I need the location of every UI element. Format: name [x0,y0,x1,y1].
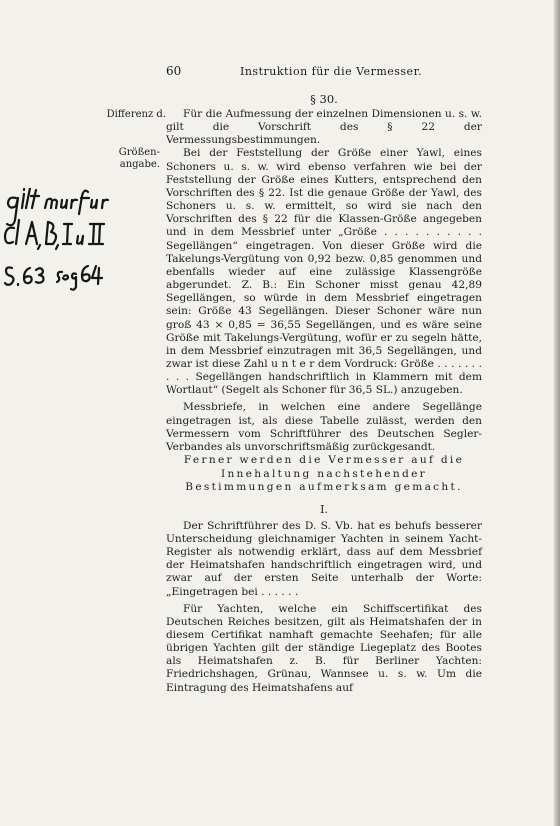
handwritten-annotation [2,188,132,298]
paragraph-3: Messbriefe, in welchen eine andere Segellänge eingetragen ist, als diese Tabelle zulässt, werden den Vermessern vom Schriftführer des Deutschen Segler-Verbandes als unvorschriftsmäßig zurückgesandt. [166,401,482,453]
paragraph-1: Für die Aufmessung der einzelnen Dimensionen u. s. w. gilt die Vorschrift des § 22 der Vermessungsbestimmungen. [166,108,482,147]
page-edge [554,0,560,826]
paragraph-5: Für Yachten, welche ein Schiffscertifikat des Deutschen Reiches besitzen, gilt als Heimatshafen der in diesem Certifikat namhaft gemachte Seehafen; für alle übrigen Yachten gilt der ständige Liegeplatz des Bootes als Heimatshafen z. B. für Berliner Yachten: Friedrichshagen, Grünau, Wannsee u. s. w. Um die Eintragung des Heimatshafens auf [166,602,482,694]
page-number: 60 [166,64,182,78]
margin-note-differenz: Differenz d. [106,109,166,120]
paragraph-2: Bei der Feststellung der Größe einer Yawl, eines Schoners u. s. w. wird ebenso verfahren wie bei der Feststellung der Größe eines Kutters, entsprechend den Vorschriften des § 22. Ist die genaue Größe der Yawl, des Schoners u. s. w. ermittelt, so wird sie nach den Vorschriften des § 22 für die Klassen-Größe angegeben und in dem Messbrief unter „Größe . . . . . . . . . . Segellängen“ eingetragen. Von dieser Größe wird die Takelungs-Vergütung von 0,92 bezw. 0,85 genommen und ebenfalls wieder auf eine zulässige Klassengröße abgerundet. Z. B.: Ein Schoner misst genau 42,89 Segellängen, so würde in dem Messbrief eingetragen sein: Größe 43 Segellängen. Dieser Schoner wäre nun groß 43 × 0,85 = 36,55 Segellängen, und es wäre seine Größe mit Takelungs-Vergütung, wofür er zu segeln hätte, in dem Messbrief einzutragen mit 36,5 Segellängen, und zwar ist diese Zahl u n t e r dem Vordruck: Größe . . . . . . . . . . Segellängen handschriftlich in Klammern mit dem Wortlaut“ (Segelt als Schoner für 36,5 SL.) anzugeben. [166,147,482,397]
spaced-notice: Ferner werden die Vermesser auf die Innehaltung nachstehender Bestimmungen aufmerksam gemacht. [183,454,465,494]
roman-heading: I. [320,502,328,516]
paragraph-4: Der Schriftführer des D. S. Vb. hat es behufs besserer Unterscheidung gleichnamiger Yachten in seinem Yacht-Register als notwendig erklärt, dass auf dem Messbrief der Heimatshafen handschriftlich eingetragen wird, und zwar auf der ersten Seite unterhalb der Worte: „Eingetragen bei . . . . . . [166,519,482,598]
page-header [166,64,486,82]
margin-note-groessenangabe: Größen- angabe. [118,147,160,170]
section-title: § 30. [310,92,338,106]
running-head: Instruktion für die Vermesser. [240,65,423,78]
body-text [166,108,482,695]
